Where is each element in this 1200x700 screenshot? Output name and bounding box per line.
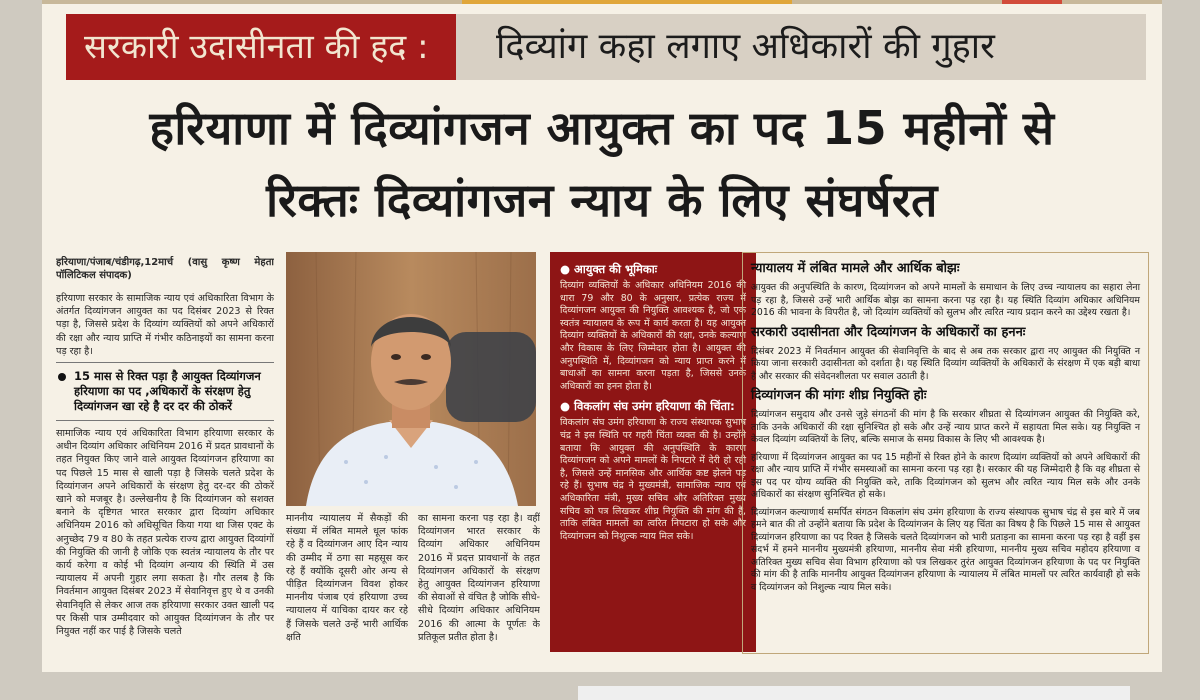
box-paragraph: दिव्यांगजन कल्याणार्थ समर्पित संगठन विकलांग संघ उमंग हरियाणा के राज्य संस्थापक सुभाष चंद्र से इस बारे में जब हमने बात की तो उन्होंने बताया कि प्रदेश के दिव्यांगजन के लिए यह चिंता का विषय है कि पिछले 15 मास से आयुक्त दिव्यांगजन हरियाणा का पद रिक्त है जिसके चलते दिव्यांगजन को भारी प्रताड़ना का सामना करना पड़ रहा है वहीं इस संदर्भ में हमने माननीय मुख्यमंत्री हरियाणा, माननीय सेवा मंत्री हरियाणा, माननीय मुख्य सचिव महोदय हरियाणा व अतिरिक्त मुख्य सचिव सेवा विभाग हरियाणा को पत्र लिखकर तुरंत आयुक्त दिव्यांगजन हरियाणा के पद पर नियुक्ति की मांग की है ताकि माननीय आयुक्त दिव्यांगजन हरियाणा के न्यायालय में लंबित मामलों पर त्वरित कार्यवाही हो सके व दिव्यांगजन को निशुल्क न्याय मिल सके। <box>751 506 1140 593</box>
box-heading: सरकारी उदासीनता और दिव्यांगजन के अधिकारों का हननः <box>751 324 1026 340</box>
highlight-text: 15 मास से रिक्त पड़ा है आयुक्त दिव्यांगजन हरियाणा का पद ,अधिकारों के संरक्षण हेतु दिव्यांगजन खा रहे है दर दर की ठोकरें <box>74 369 261 414</box>
sidebar-right-box <box>742 252 1149 654</box>
headline-line-2: रिक्तः दिव्यांगजन न्याय के लिए संघर्षरत <box>266 173 938 227</box>
headline-line-1: हरियाणा में दिव्यांगजन आयुक्त का पद 15 महीनों से <box>149 101 1055 155</box>
highlight-bullet <box>56 369 274 414</box>
box-paragraph: दिव्यांगजन समुदाय और उनसे जुड़े संगठनों की मांग है कि सरकार शीघ्रता से दिव्यांगजन आयुक्त की नियुक्ति करे, ताकि उनके अधिकारों की रक्षा सुनिश्चित हो सके और उन्हें न्याय प्राप्त करने में सहायता मिल सके। यह नियुक्ति न केवल दिव्यांग व्यक्तियों के लिए, बल्कि समाज के समग्र विकास के लिए भी आवश्यक है। <box>751 409 1140 445</box>
section-banner <box>66 14 1146 80</box>
box-heading: दिव्यांगजन की मांगः शीघ्र नियुक्ति होः <box>751 388 927 403</box>
article-column-1 <box>56 256 274 668</box>
divider <box>56 362 274 363</box>
person-photo-illustration <box>286 252 536 506</box>
article-paragraph: माननीय न्यायालय में सैकड़ों की संख्या में लंबित मामले धूल फांक रहे हैं व दिव्यांगजन आए दिन न्याय की उम्मीद में ठगा सा महसूस कर रहे हैं क्योंकि दूसरी ओर अन्य से पीड़ित दिव्यांगजन विवश होकर माननीय पंजाब एवं हरियाणा उच्च न्यायालय में याचिका दायर कर रहे हैं जिसके चलते उन्हें भारी आर्थिक क्षति <box>286 513 408 643</box>
banner-label: सरकारी उदासीनता की हद : <box>66 14 456 80</box>
box-paragraph: दिसंबर 2023 में निवर्तमान आयुक्त की सेवानिवृत्ति के बाद से अब तक सरकार द्वारा नए आयुक्त की नियुक्ति न किया जाना सरकारी उदासीनता को दर्शाता है। यह स्थिति दिव्यांग व्यक्तियों के अधिकारों के संरक्षण में एक बड़ी बाधा है और सरकार की संवेदनशीलता पर सवाल उठाती है। <box>751 345 1140 382</box>
article-column-2 <box>286 512 408 668</box>
article-paragraph: सामाजिक न्याय एवं अधिकारिता विभाग हरियाणा सरकार के अधीन दिव्यांग अधिकार अधिनियम 2016 में प्रदत प्रावधानों के तहत नियुक्त किए जाने वाले आयुक्त दिव्यांगजन हरियाणा का पद पिछले 15 मास से खाली पड़ा है जिसके चलते प्रदेश के दिव्यांगजन अपने अधिकारों के संरक्षण हेतु दर-दर की ठोकरें खाने को मजबूर है। उल्लेखनीय है कि दिव्यांगजन को सशक्त बनाने के दृष्टिगत भारत सरकार द्वारा दिव्यांग अधिकार अधिनियम 2016 को अधिसूचित किया गया था जिस एक्ट के अनुच्छेद 79 व 80 के तहत प्रत्येक राज्य द्वारा आयुक्त दिव्यांगों की नियुक्ति की जानी है जोकि एक स्वतंत्र न्यायालय के तौर पर कार्य करेगा व कोई भी दिव्यांग अन्याय की स्थिति में उस न्यायालय में अपनी गुहार लगा सकता है। गौर तलब है कि निवर्तमान आयुक्त दिसंबर 2023 में सेवानिवृत्त हुए थे व उनकी सेवानिवृति से लेकर आज तक हरियाणा सरकार उक्त खाली पद पर किसी पात्र उम्मीदवार को आयुक्त दिव्यांगजन के तौर पर नियुक्त नहीं कर पाई है जिसके चलते <box>56 428 274 638</box>
box-heading: ● आयुक्त की भूमिकाः <box>560 262 658 276</box>
person-photo <box>286 252 536 506</box>
top-color-strip <box>42 0 1162 4</box>
sidebar-red-box <box>550 252 756 652</box>
byline: हरियाणा/पंजाब/चंडीगढ़,12मार्च (वासु कृष्ण मेहता पॉलिटिकल संपादक) <box>56 257 274 281</box>
article-column-3 <box>418 512 540 668</box>
top-strip-accent-red <box>1002 0 1062 4</box>
box-paragraph: विकलांग संघ उमंग हरियाणा के राज्य संस्थापक सुभाष चंद्र ने इस स्थिति पर गहरी चिंता व्यक्त की है। उन्होंने बताया कि आयुक्त की अनुपस्थिति के कारण दिव्यांगजन को अपने मामलों के निपटारे में देरी हो रही है, जिससे उन्हें मानसिक और आर्थिक कष्ट झेलने पड़ रहे हैं। सुभाष चंद्र ने मुख्यमंत्री, सामाजिक न्याय एवं अधिकारिता मंत्री, मुख्य सचिव और अतिरिक्त मुख्य सचिव को पत्र लिखकर शीघ्र नियुक्ति की मांग की है, ताकि लंबित मामलों का त्वरित निपटारा हो सके और दिव्यांगजन को निशुल्क न्याय मिल सके। <box>560 417 746 542</box>
box-paragraph: आयुक्त की अनुपस्थिति के कारण, दिव्यांगजन को अपने मामलों के समाधान के लिए उच्च न्यायालय का सहारा लेना पड़ रहा है, जिससे उन्हें भारी आर्थिक बोझ का सामना करना पड़ रहा है। यह स्थिति दिव्यांग अधिकार अधिनियम 2016 की भावना के विपरीत है, जो दिव्यांग व्यक्तियों को सुलभ और त्वरित न्याय प्रदान करने का उद्देश्य रखता है। <box>751 282 1140 318</box>
box-heading: न्यायालय में लंबित मामले और आर्थिक बोझः <box>751 261 960 276</box>
article-paragraph: का सामना करना पड़ रहा है। वहीं दिव्यांगजन भारत सरकार के दिव्यांग अधिकार अधिनियम 2016 में प्रदत्त प्रावधानों के तहत दिव्यांगजन अधिकारों के संरक्षण हेतु आयुक्त दिव्यांगजन हरियाणा की सेवाओं से वंचित है जोकि सीधे-सीधे दिव्यांग अधिकार अधिनियम 2016 की आत्मा के पूर्णतः के प्रतिकूल प्रतीत होता है। <box>418 513 540 643</box>
box-paragraph: दिव्यांग व्यक्तियों के अधिकार अधिनियम 2016 की धारा 79 और 80 के अनुसार, प्रत्येक राज्य में दिव्यांगजन आयुक्त की नियुक्ति आवश्यक है, जो एक स्वतंत्र न्यायालय के रूप में कार्य करता है। यह आयुक्त दिव्यांग व्यक्तियों के अधिकारों की रक्षा, उनके कल्याण और विकास के लिए जिम्मेदार होता है। आयुक्त की अनुपस्थिति में, दिव्यांगजन को न्याय प्राप्त करने में बाधाओं का सामना करना पड़ता है, जिससे उनके अधिकारों का हनन होता है। <box>560 280 746 392</box>
bullet-dot-icon <box>58 373 66 381</box>
top-strip-accent <box>462 0 792 4</box>
article-paragraph: हरियाणा सरकार के सामाजिक न्याय एवं अधिकारिता विभाग के अंतर्गत दिव्यांगजन आयुक्त का पद दिसंबर 2023 से रिक्त पड़ा है, जिससे प्रदेश के दिव्यांग व्यक्तियों को अपने अधिकारों की रक्षा और न्याय प्राप्ति में गंभीर कठिनाइयों का सामना करना पड़ रहा है। <box>56 293 274 357</box>
box-heading: ● विकलांग संघ उमंग हरियाणा की चिंता: <box>560 399 735 414</box>
banner-subtitle: दिव्यांग कहा लगाए अधिकारों की गुहार <box>496 26 995 67</box>
newspaper-page <box>42 0 1162 672</box>
divider <box>56 420 274 421</box>
box-paragraph: हरियाणा में दिव्यांगजन आयुक्त का पद 15 महीनों से रिक्त होने के कारण दिव्यांग व्यक्तियों को अपने अधिकारों की रक्षा और न्याय प्राप्ति में गंभीर समस्याओं का सामना करना पड़ रहा है। सरकार की यह जिम्मेदारी है कि वह शीघ्रता से इस पद पर योग्य व्यक्ति की नियुक्ति करे, ताकि दिव्यांगजन को सुलभ और त्वरित न्याय मिल सके और उनके अधिकारों का संरक्षण सुनिश्चित हो सके। <box>751 451 1140 500</box>
bottom-edge <box>578 686 1130 700</box>
